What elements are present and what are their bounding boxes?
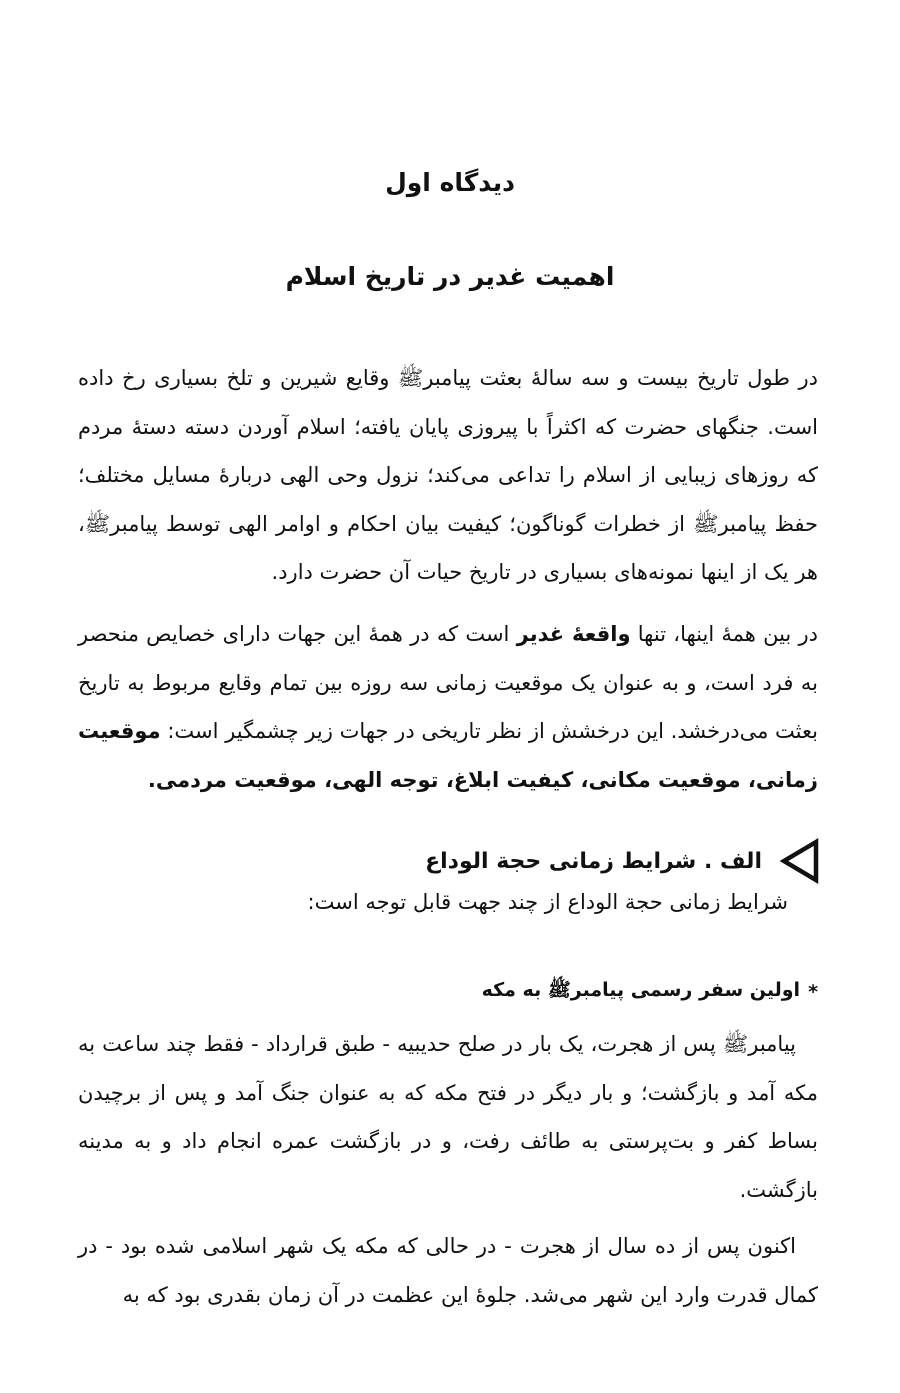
triangle-icon xyxy=(780,838,820,884)
paragraph-history-overview: در طول تاریخ بیست و سه سالهٔ بعثت پیامبرﷺ وقایع شیرین و تلخ بسیاری رخ داده است. جنگهای حضرت که اکثراً با پیروزی پایان یافته؛ اسلام آوردن دسته دستهٔ مردم که روزهای زیبایی از اسلام را تداعی می‌کند؛ نزول وحی الهی دربارهٔ مسایل مختلف؛ حفظ پیامبرﷺ از خطرات گوناگون؛ کیفیت بیان احکام و اوامر الهی توسط پیامبرﷺ، هر یک از اینها نمونه‌های بسیاری در تاریخ حیات آن حضرت دارد. xyxy=(78,366,818,584)
subsection-heading-text: اولین سفر رسمی پیامبرﷺ به مکه xyxy=(481,979,801,1001)
bold-aspects-list: موقعیت زمانی، موقعیت مکانی، کیفیت ابلاغ، توجه الهی، موقعیت مردمی. xyxy=(78,719,818,792)
paragraph-ghadir-uniqueness xyxy=(78,610,818,804)
subsection-heading xyxy=(78,978,818,1006)
chapter-title: دیدگاه اول xyxy=(385,168,515,197)
bold-phrase-ghadir: واقعهٔ غدیر xyxy=(516,622,631,646)
paragraph-prophet-trips: پیامبرﷺ پس از هجرت، یک بار در صلح حدیبیه - طبق قرارداد - فقط چند ساعت به مکه آمد و بازگشت؛ و بار دیگر در فتح مکه که به عنوان جنگ آمد و پس از برچیدن بساط کفر و بت‌پرستی به طائف رفت، و در بازگشت عمره انجام داد و به مدینه بازگشت. xyxy=(78,1032,818,1202)
section-heading xyxy=(80,838,820,884)
paragraph-entry-mecca: اکنون پس از ده سال از هجرت - در حالی که مکه یک شهر اسلامی شده بود - در کمال قدرت وارد این شهر می‌شد. جلوهٔ این عظمت در آن زمان بقدری بود که به xyxy=(78,1234,818,1307)
section-intro: شرایط زمانی حجة الوداع از چند جهت قابل توجه است: xyxy=(307,890,788,914)
star-icon: * xyxy=(808,981,818,1003)
paragraph-text: در بین همهٔ اینها، تنها xyxy=(630,622,819,646)
paragraph-text: است که در همهٔ این جهات دارای خصایص منحصر به فرد است، و به عنوان یک موقعیت زمانی سه روزه بین تمام وقایع مربوط به تاریخ بعثت می‌درخشد. این درخشش از نظر تاریخی در جهات زیر چشمگیر است: xyxy=(78,622,818,743)
chapter-subtitle: اهمیت غدیر در تاریخ اسلام xyxy=(285,262,615,291)
section-heading-text: الف . شرایط زمانی حجة الوداع xyxy=(425,848,762,874)
